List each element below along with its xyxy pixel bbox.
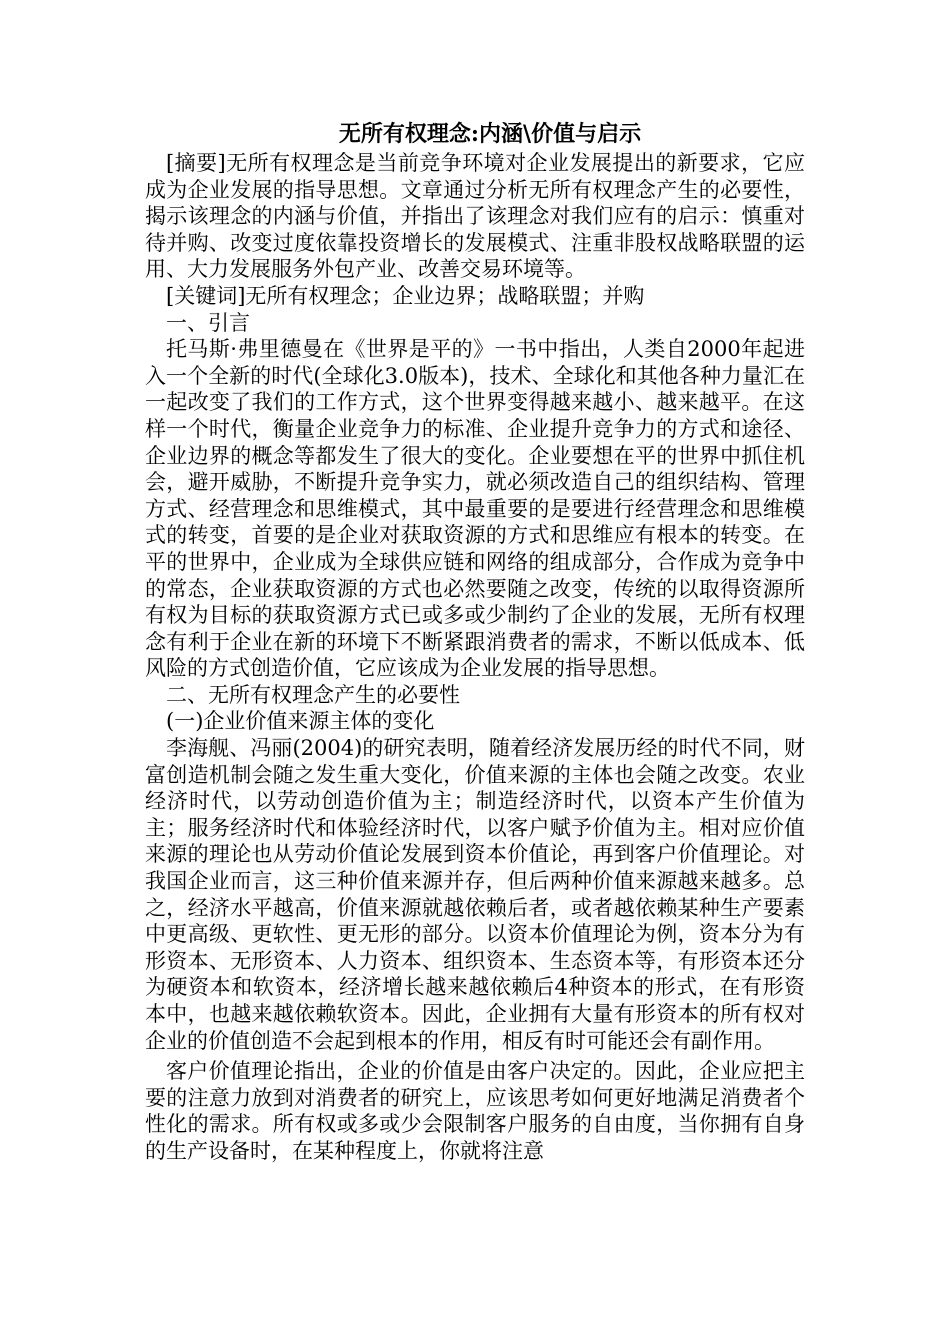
document-page bbox=[145, 120, 805, 1165]
document-title: 无所有权理念:内涵\价值与启示 bbox=[338, 121, 642, 147]
abstract-paragraph: [摘要]无所有权理念是当前竞争环境对企业发展提出的新要求，它应成为企业发展的指导思想。文章通过分析无所有权理念产生的必要性，揭示该理念的内涵与价值，并指出了该理念对我们应有的启示：慎重对待并购、改变过度依靠投资增长的发展模式、注重非股权战略联盟的运用、大力发展服务外包产业、改善交易环境等。 bbox=[145, 151, 805, 282]
keywords-paragraph: [关键词]无所有权理念；企业边界；战略联盟；并购 bbox=[166, 283, 645, 308]
section-1-paragraph: 托马斯·弗里德曼在《世界是平的》一书中指出，人类自2000年起进入一个全新的时代(全球化3.0版本)，技术、全球化和其他各种力量汇在一起改变了我们的工作方式，这个世界变得越来越小、越来越平。在这样一个时代，衡量企业竞争力的标准、企业提升竞争力的方式和途径、企业边界的概念等都发生了很大的变化。企业要想在平的世界中抓住机会，避开威胁，不断提升竞争实力，就必须改造自己的组织结构、管理方式、经营理念和思维模式，其中最重要的是要进行经营理念和思维模式的转变，首要的是企业对获取资源的方式和思维应有根本的转变。在平的世界中，企业成为全球供应链和网络的组成部分，合作成为竞争中的常态，企业获取资源的方式也必然要随之改变，传统的以取得资源所有权为目标的获取资源方式已或多或少制约了企业的发展，无所有权理念有利于企业在新的环境下不断紧跟消费者的需求，不断以低成本、低风险的方式创造价值，它应该成为企业发展的指导思想。 bbox=[145, 337, 805, 681]
section-1-heading: 一、引言 bbox=[166, 310, 250, 335]
final-paragraph: 客户价值理论指出，企业的价值是由客户决定的。因此，企业应把主要的注意力放到对消费者的研究上，应该思考如何更好地满足消费者个性化的需求。所有权或多或少会限制客户服务的自由度，当你拥有自身的生产设备时，在某种程度上，你就将注意 bbox=[145, 1059, 805, 1163]
section-2-heading: 二、无所有权理念产生的必要性 bbox=[166, 682, 460, 707]
subsection-1-paragraph: 李海舰、冯丽(2004)的研究表明，随着经济发展历经的时代不同，财富创造机制会随之发生重大变化，价值来源的主体也会随之改变。农业经济时代，以劳动创造价值为主；制造经济时代，以资本产生价值为主；服务经济时代和体验经济时代，以客户赋予价值为主。相对应价值来源的理论也从劳动价值论发展到资本价值论，再到客户价值理论。对我国企业而言，这三种价值来源并存，但后两种价值来源越来越多。总之，经济水平越高，价值来源就越依赖后者，或者越依赖某种生产要素中更高级、更软性、更无形的部分。以资本价值理论为例，资本分为有形资本、无形资本、人力资本、组织资本、生态资本等，有形资本还分为硬资本和软资本，经济增长越来越依赖后4种资本的形式，在有形资本中，也越来越依赖软资本。因此，企业拥有大量有形资本的所有权对企业的价值创造不会起到根本的作用，相反有时可能还会有副作用。 bbox=[145, 736, 805, 1053]
subsection-1-heading: (一)企业价值来源主体的变化 bbox=[166, 709, 435, 734]
